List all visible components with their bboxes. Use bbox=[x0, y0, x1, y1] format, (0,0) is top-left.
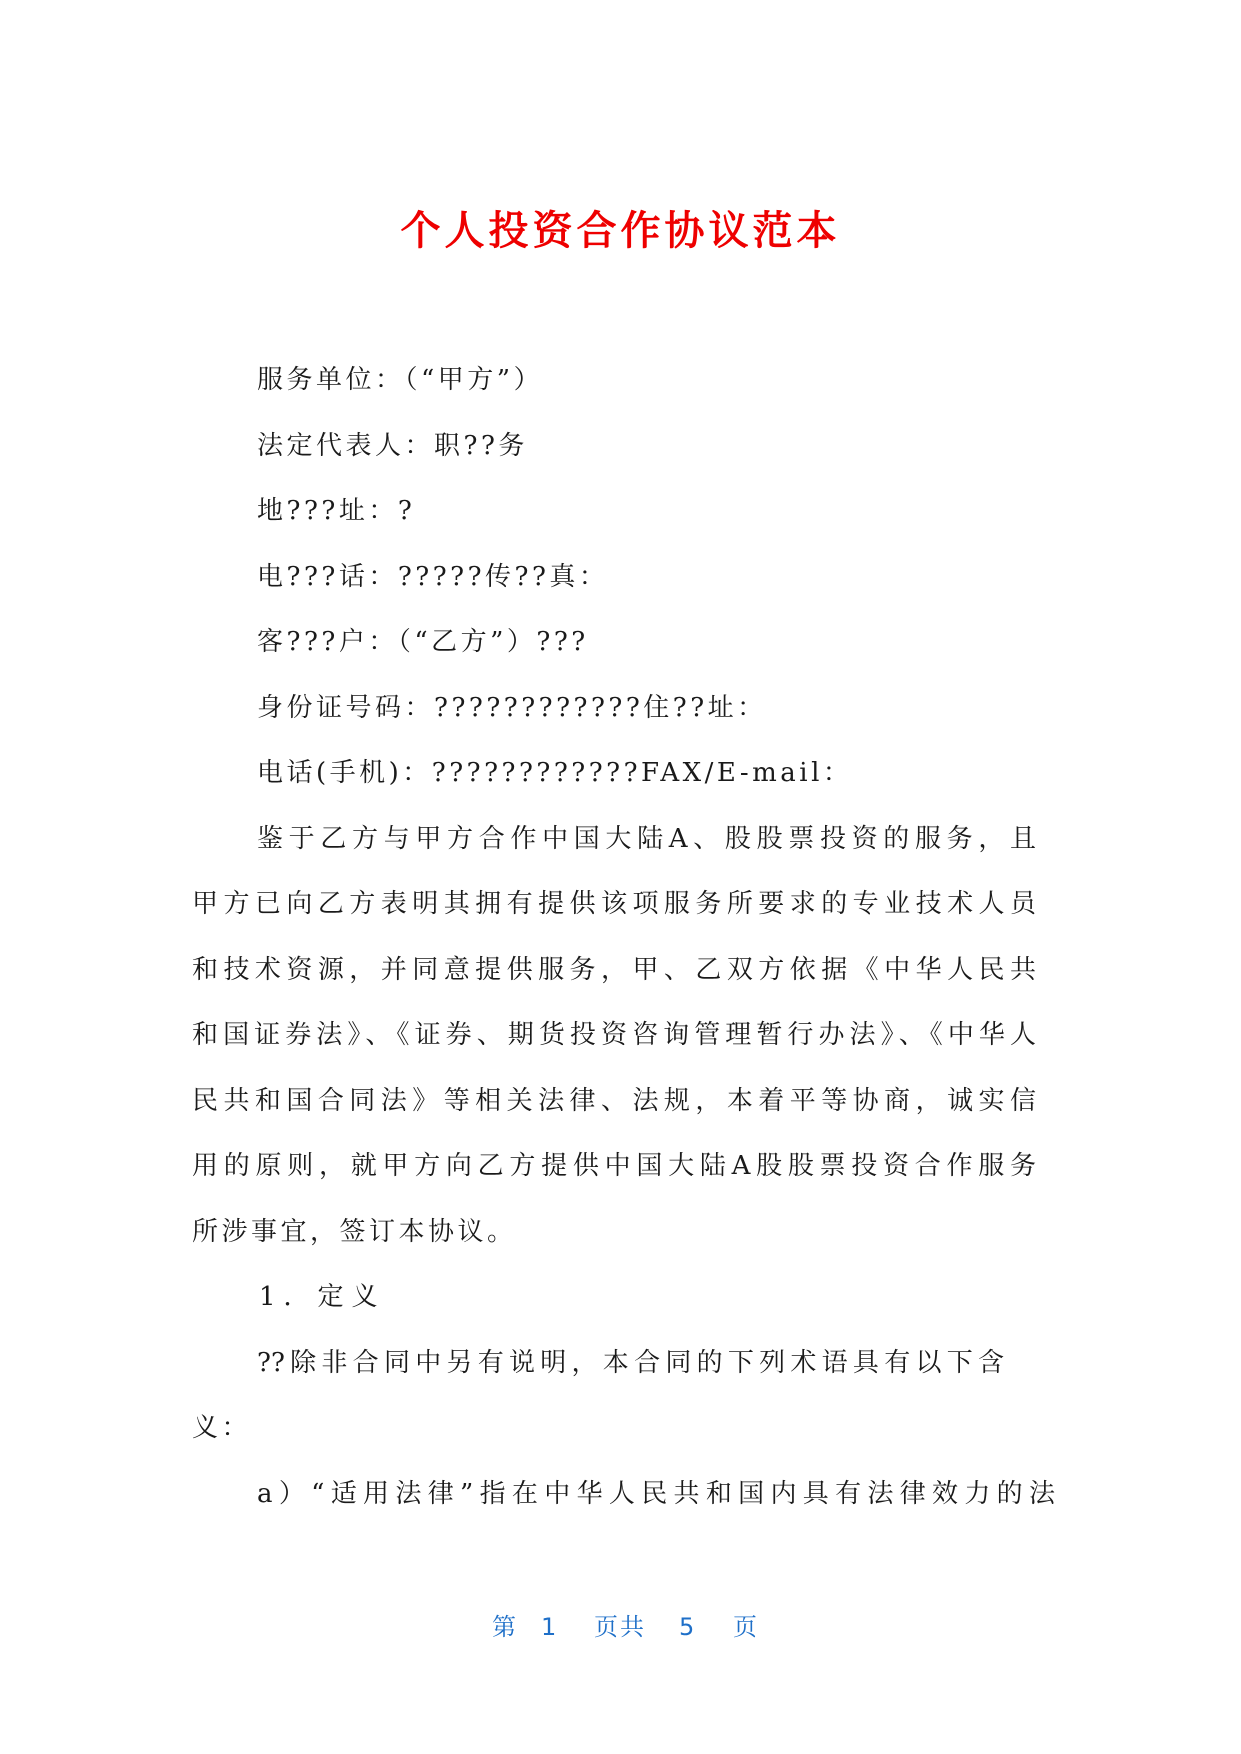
preamble-paragraph-line: 和国证券法》、《证券、期货投资咨询管理暂行办法》、《中华人 bbox=[192, 1020, 1036, 1050]
page-label-suffix: 页 bbox=[733, 1613, 757, 1641]
page-footer bbox=[0, 1612, 1241, 1642]
current-page-number: 1 bbox=[541, 1613, 557, 1641]
party-b-client-line: 客???户：（“乙方”）??? bbox=[257, 627, 589, 657]
definition-item-a-line: a）“适用法律”指在中华人民共和国内具有法律效力的法 bbox=[257, 1478, 1055, 1509]
preamble-paragraph-line: 所涉事宜，签订本协议。 bbox=[192, 1216, 517, 1247]
section-heading-definitions: 1．定义 bbox=[259, 1282, 386, 1312]
preamble-paragraph-line: 用的原则，就甲方向乙方提供中国大陆A股股票投资合作服务 bbox=[192, 1151, 1036, 1181]
preamble-paragraph-line: 鉴于乙方与甲方合作中国大陆A、股股票投资的服务，且 bbox=[257, 823, 1036, 854]
page-label-middle: 页共 bbox=[594, 1613, 646, 1641]
legal-representative-line: 法定代表人：职??务 bbox=[257, 430, 528, 461]
party-a-address-line: 地???址：? bbox=[257, 496, 416, 526]
preamble-paragraph-line: 民共和国合同法》等相关法律、法规，本着平等协商，诚实信 bbox=[192, 1085, 1036, 1116]
total-pages-number: 5 bbox=[679, 1613, 695, 1641]
document-body bbox=[0, 348, 1241, 1527]
page-label-prefix: 第 bbox=[492, 1613, 516, 1641]
id-number-address-line: 身份证号码：????????????住??址： bbox=[257, 692, 767, 723]
document-title: 个人投资合作协议范本 bbox=[400, 208, 841, 254]
preamble-paragraph-line: 和技术资源，并同意提供服务，甲、乙双方依据《中华人民共 bbox=[192, 954, 1036, 985]
definitions-intro-line: ??除非合同中另有说明，本合同的下列术语具有以下含 bbox=[257, 1347, 1004, 1378]
phone-fax-email-line: 电话(手机)：????????????FAX/E-mail： bbox=[257, 758, 853, 788]
definitions-intro-line: 义： bbox=[192, 1413, 252, 1443]
preamble-paragraph-line: 甲方已向乙方表明其拥有提供该项服务所要求的专业技术人员 bbox=[192, 889, 1036, 919]
party-a-phone-fax-line: 电???话：?????传??真： bbox=[257, 561, 609, 592]
party-a-service-unit-line: 服务单位：（“甲方”） bbox=[257, 365, 544, 395]
